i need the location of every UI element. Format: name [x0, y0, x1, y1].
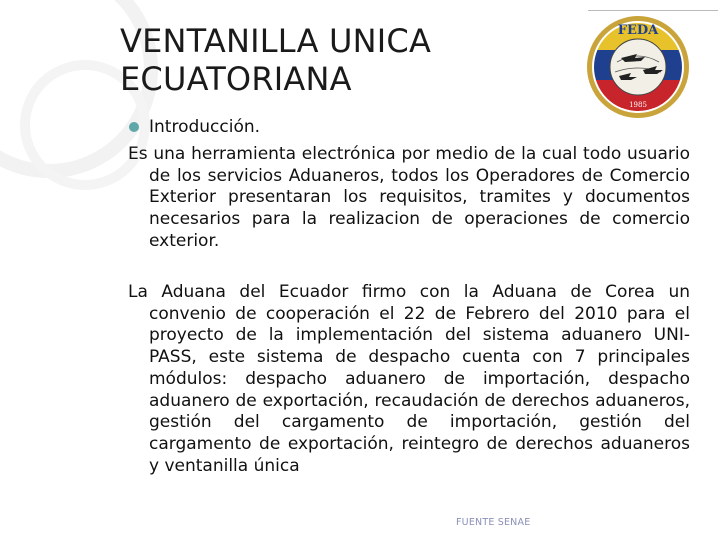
source-footer: FUENTE SENAE [456, 517, 531, 528]
paragraph-description: Es una herramienta electrónica por medio de la cual todo usuario de los servicios Aduaneros, todos los Operadores de Comercio Exterior presentaran los requisitos, tramites y documentos necesarios para la realizacion de operaciones de comercio exterior. [128, 144, 690, 251]
slide-title-line2: ECUATORIANA [120, 60, 352, 98]
logo-text: FEDA [617, 23, 659, 38]
bullet-dot-icon [129, 122, 139, 132]
slide-title-line1: VENTANILLA UNICA [120, 22, 432, 60]
paragraph-agreement: La Aduana del Ecuador firmo con la Aduana de Corea un convenio de cooperación el 22 de Febrero del 2010 para el proyecto de la implementación del sistema aduanero UNI-PASS, este sistema de despacho cuenta con 7 principales módulos: despacho aduanero de importación, despacho aduanero de exportación, recaudación de derechos aduaneros, gestión del cargamento de importación, gestión del cargamento de exportación, reintegro de derechos aduaneros y ventanilla única [128, 282, 690, 476]
slide-title [120, 22, 431, 98]
logo-year: 1985 [629, 101, 647, 109]
feda-logo [585, 10, 691, 124]
bullet-item [129, 117, 260, 137]
bullet-text: Introducción. [149, 117, 261, 137]
